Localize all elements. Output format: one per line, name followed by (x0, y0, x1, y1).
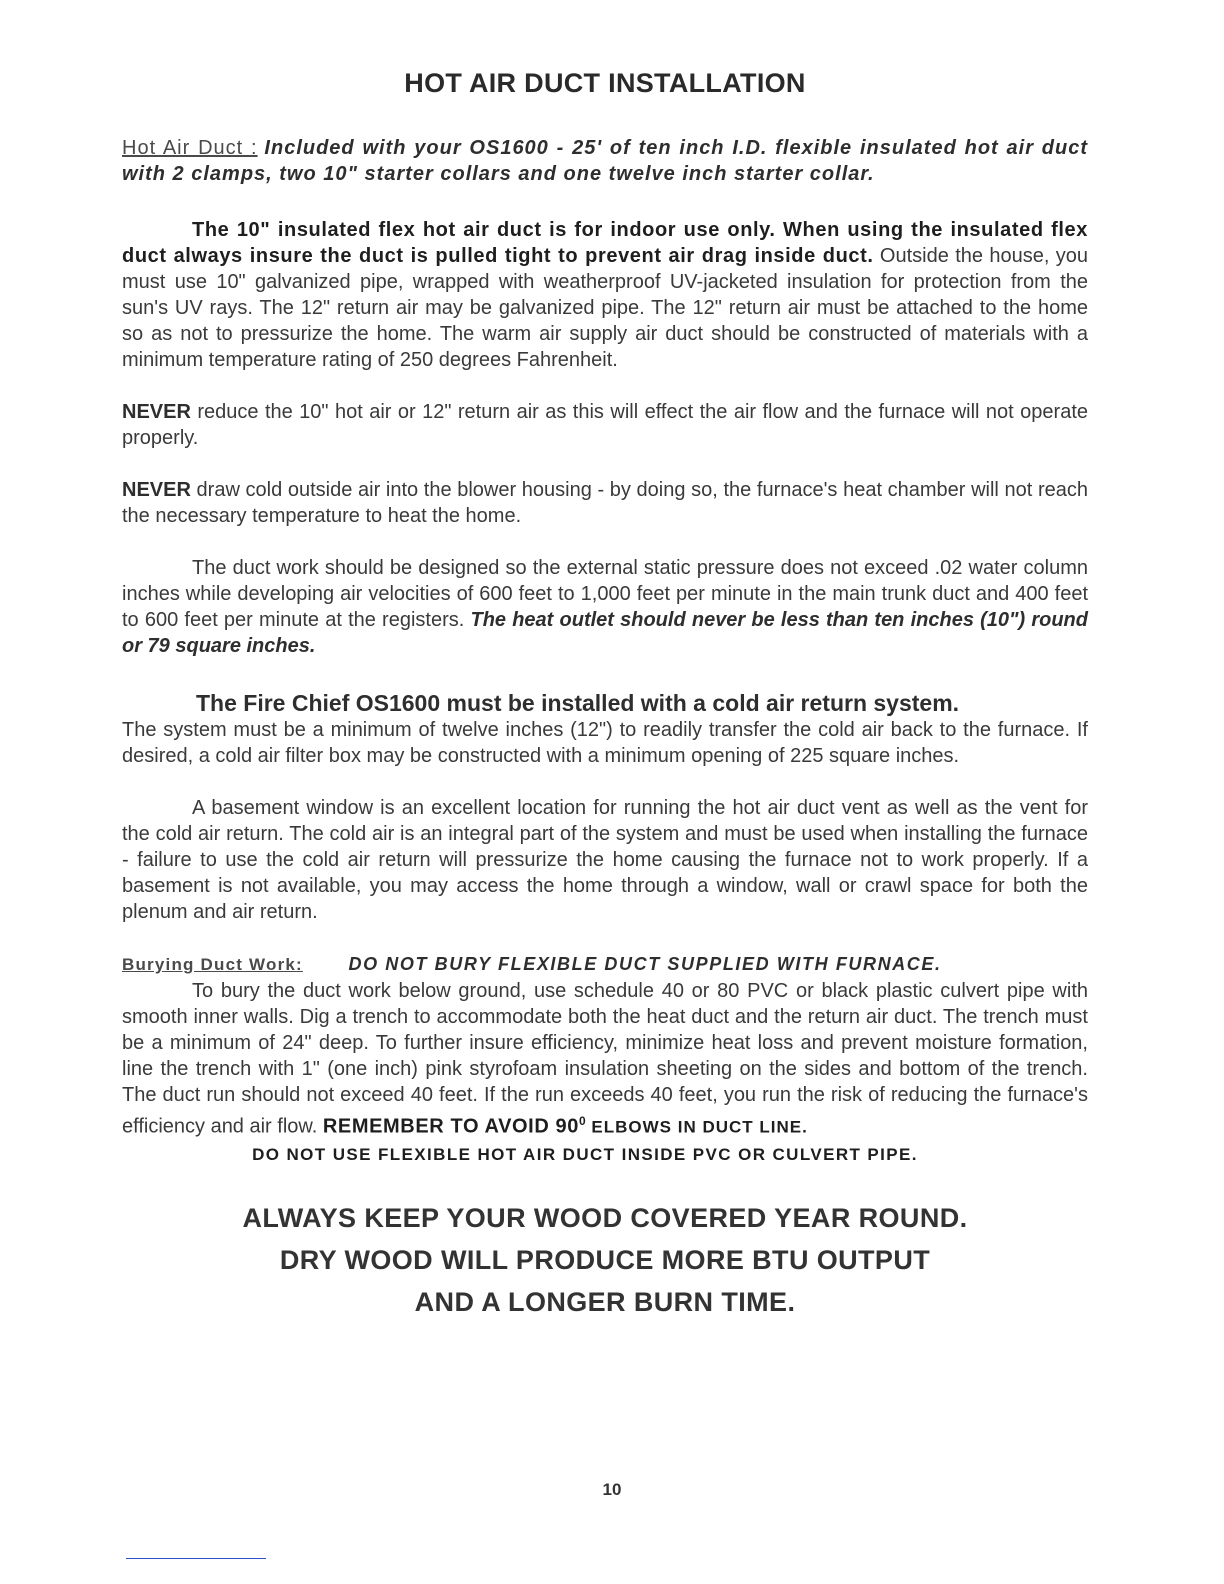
cold-air-return-paragraph: The system must be a minimum of twelve inches (12") to readily transfer the cold air back to the furnace. If desired, a cold air filter box may be constructed with a minimum opening of 225 square inches. (122, 719, 1088, 767)
remember-avoid-text: REMEMBER TO AVOID 90 (322, 1115, 579, 1138)
closing-line-3: AND A LONGER BURN TIME. (414, 1286, 796, 1317)
outside-house-text: Outside the house, you must use 10" galvanized pipe, wrapped with weatherproof UV-jacketed insulation for protection from the sun's UV rays. The 12" return air may be galvanized pipe. The 12" return air must be attached to the home so as not to pressurize the home. The warm air supply air duct should be constructed of materials with a minimum temperature rating of 250 degrees Fahrenheit. (122, 245, 1089, 371)
page-number: 10 (602, 1480, 622, 1499)
hot-air-duct-label: Hot Air Duct : (122, 137, 258, 159)
never-reduce-text: reduce the 10" hot air or 12" return air as this will effect the air flow and the furnace will not operate properly. (122, 401, 1088, 449)
do-not-bury-warning: DO NOT BURY FLEXIBLE DUCT SUPPLIED WITH FURNACE. (348, 954, 942, 974)
closing-line-2: DRY WOOD WILL PRODUCE MORE BTU OUTPUT (279, 1244, 931, 1275)
indoor-use-warning: The 10" insulated flex hot air duct is for indoor use only. When using the insulated flex duct always insure the duct is pulled tight to prevent air drag inside duct. (122, 219, 1088, 267)
burying-duct-text: To bury the duct work below ground, use schedule 40 or 80 PVC or black plastic culvert pipe with smooth inner walls. Dig a trench to accommodate both the heat duct and the return air duct. The trench must be a minimum of 24" deep. To further insure efficiency, minimize heat loss and prevent moisture formation, line the trench with 1" (one inch) pink styrofoam insulation sheeting on the sides and bottom of the trench. The duct run should not exceed 40 feet. If the run exceeds 40 feet, you run the risk of reducing the furnace's efficiency and air flow. (122, 980, 1088, 1138)
heat-outlet-emphasis: The heat outlet should never be less than ten inches (10") round or 79 square inches. (122, 609, 1088, 657)
elbows-text: ELBOWS IN DUCT LINE. (585, 1117, 808, 1137)
never-draw-text: draw cold outside air into the blower housing - by doing so, the furnace's heat chamber will not reach the necessary temperature to heat the home. (122, 479, 1088, 527)
burying-duct-label: Burying Duct Work: (122, 955, 303, 974)
burying-duct-header (122, 951, 1088, 978)
basement-window-paragraph: A basement window is an excellent location for running the hot air duct vent as well as the vent for the cold air return. The cold air is an integral part of the system and must be used when installing the furnace - failure to use the cold air return will pressurize the home causing the furnace not to work properly. If a basement is not available, you may access the home through a window, wall or crawl space for both the plenum and air return. (122, 797, 1088, 923)
hot-air-duct-paragraph (122, 135, 1088, 187)
document-page (122, 68, 1088, 1323)
pvc-warning: DO NOT USE FLEXIBLE HOT AIR DUCT INSIDE PVC OR CULVERT PIPE. (252, 1144, 918, 1164)
degree-mark: 0 (578, 1114, 586, 1128)
static-pressure-text: The duct work should be designed so the external static pressure does not exceed .02 water column inches while developing air velocities of 600 feet to 1,000 feet per minute in the main trunk duct and 400 feet to 600 feet per minute at the registers. (122, 557, 1088, 631)
closing-notice (122, 1197, 1088, 1323)
never-draw-paragraph (122, 477, 1088, 529)
page-title: HOT AIR DUCT INSTALLATION (404, 68, 806, 98)
never-reduce-paragraph (122, 399, 1088, 451)
closing-line-1: ALWAYS KEEP YOUR WOOD COVERED YEAR ROUND. (242, 1202, 968, 1233)
insulated-flex-paragraph (122, 217, 1088, 373)
footnote-divider (126, 1558, 266, 1559)
static-pressure-paragraph (122, 555, 1088, 659)
cold-air-return-heading: The Fire Chief OS1600 must be installed with a cold air return system. (196, 690, 960, 716)
hot-air-duct-text: Included with your OS1600 - 25' of ten inch I.D. flexible insulated hot air duct with 2 clamps, two 10" starter collars and one twelve inch starter collar. (122, 137, 1089, 185)
never-label-2: NEVER (122, 479, 191, 501)
never-label-1: NEVER (122, 401, 191, 423)
burying-duct-paragraph (122, 978, 1088, 1141)
